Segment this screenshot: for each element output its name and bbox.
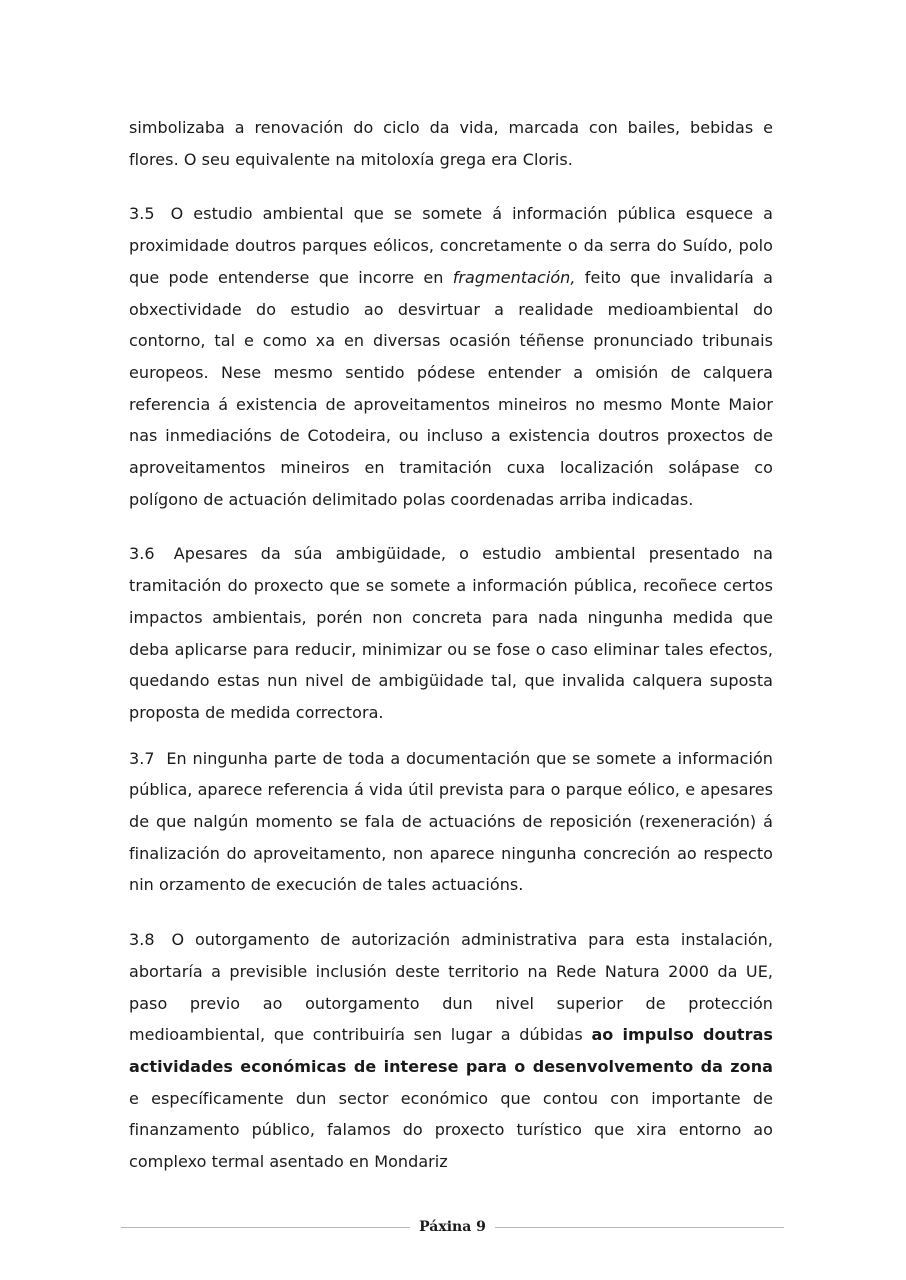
paragraph-3-6: [129, 538, 773, 728]
page-body: [129, 112, 773, 1178]
paragraph-3-5: [129, 198, 773, 515]
paragraph-text: Apesares da súa ambigüidade, o estudio ambiental presentado na tramitación do proxecto que se somete a información pública, recoñece certos impactos ambientais, porén non concreta para nada ningunha medida que deba aplicarse para reducir, minimizar ou se fose o caso eliminar tales efectos, quedando estas nun nivel de ambigüidade tal, que invalida calquera suposta proposta de medida correctora.: [129, 544, 773, 722]
paragraph-bold: ao impulso doutras actividades económicas de interese para o desenvolvemento da zona: [129, 1025, 773, 1076]
footer-rule-left: [121, 1227, 410, 1228]
paragraph-text-continued: feito que invalidaría a obxectividade do estudio ao desvirtuar a realidade medioambiental do contorno, tal e como xa en diversas ocasión téñense pronunciado tribunais europeos. Nese mesmo sentido pódese entender a omisión de calquera referencia á existencia de aproveitamentos mineiros no mesmo Monte Maior nas inmediacións de Cotodeira, ou incluso a existencia doutros proxectos de aproveitamentos mineiros en tramitación cuxa localización solápase co polígono de actuación delimitado polas coordenadas arriba indicadas.: [129, 267, 774, 509]
page-footer: [121, 1216, 784, 1238]
paragraph-3-7: [129, 743, 773, 902]
paragraph-text: simbolizaba a renovación do ciclo da vida, marcada con bailes, bebidas e flores. O seu equivalente na mitoloxía grega era Cloris.: [129, 118, 773, 169]
paragraph-text: O outorgamento de autorización administrativa para esta instalación, abortaría a previsible inclusión deste territorio na Rede Natura 2000 da UE, paso previo ao outorgamento dun nivel superior de protección medioambiental, que contribuiría sen lugar a dúbidas: [129, 930, 773, 1045]
paragraph-text: En ningunha parte de toda a documentación que se somete a información pública, aparece referencia á vida útil prevista para o parque eólico, e apesares de que nalgún momento se fala de actuacións de reposición (rexeneración) á finalización do aproveitamento, non aparece ningunha concreción ao respecto nin orzamento de execución de tales actuacións.: [129, 748, 773, 895]
paragraph-number: 3.6: [129, 544, 155, 564]
paragraph-3-8: [129, 924, 773, 1178]
paragraph-number: 3.5: [129, 204, 155, 224]
paragraph-text: O estudio ambiental que se somete á información pública esquece a proximidade doutros parques eólicos, concretamente o da serra do Suído, polo que pode entenderse que incorre en: [129, 204, 773, 287]
paragraph-number: 3.8: [129, 930, 155, 950]
paragraph-number: 3.7: [129, 748, 155, 768]
paragraph-continued: [129, 112, 773, 175]
paragraph-text-continued: e específicamente dun sector económico que contou con importante de finanzamento público, falamos do proxecto turístico que xira entorno ao complexo termal asentado en Mondariz: [129, 1088, 773, 1172]
page-number-label: Páxina 9: [419, 1219, 486, 1235]
footer-rule-right: [495, 1227, 784, 1228]
paragraph-emphasis: fragmentación,: [452, 267, 576, 287]
